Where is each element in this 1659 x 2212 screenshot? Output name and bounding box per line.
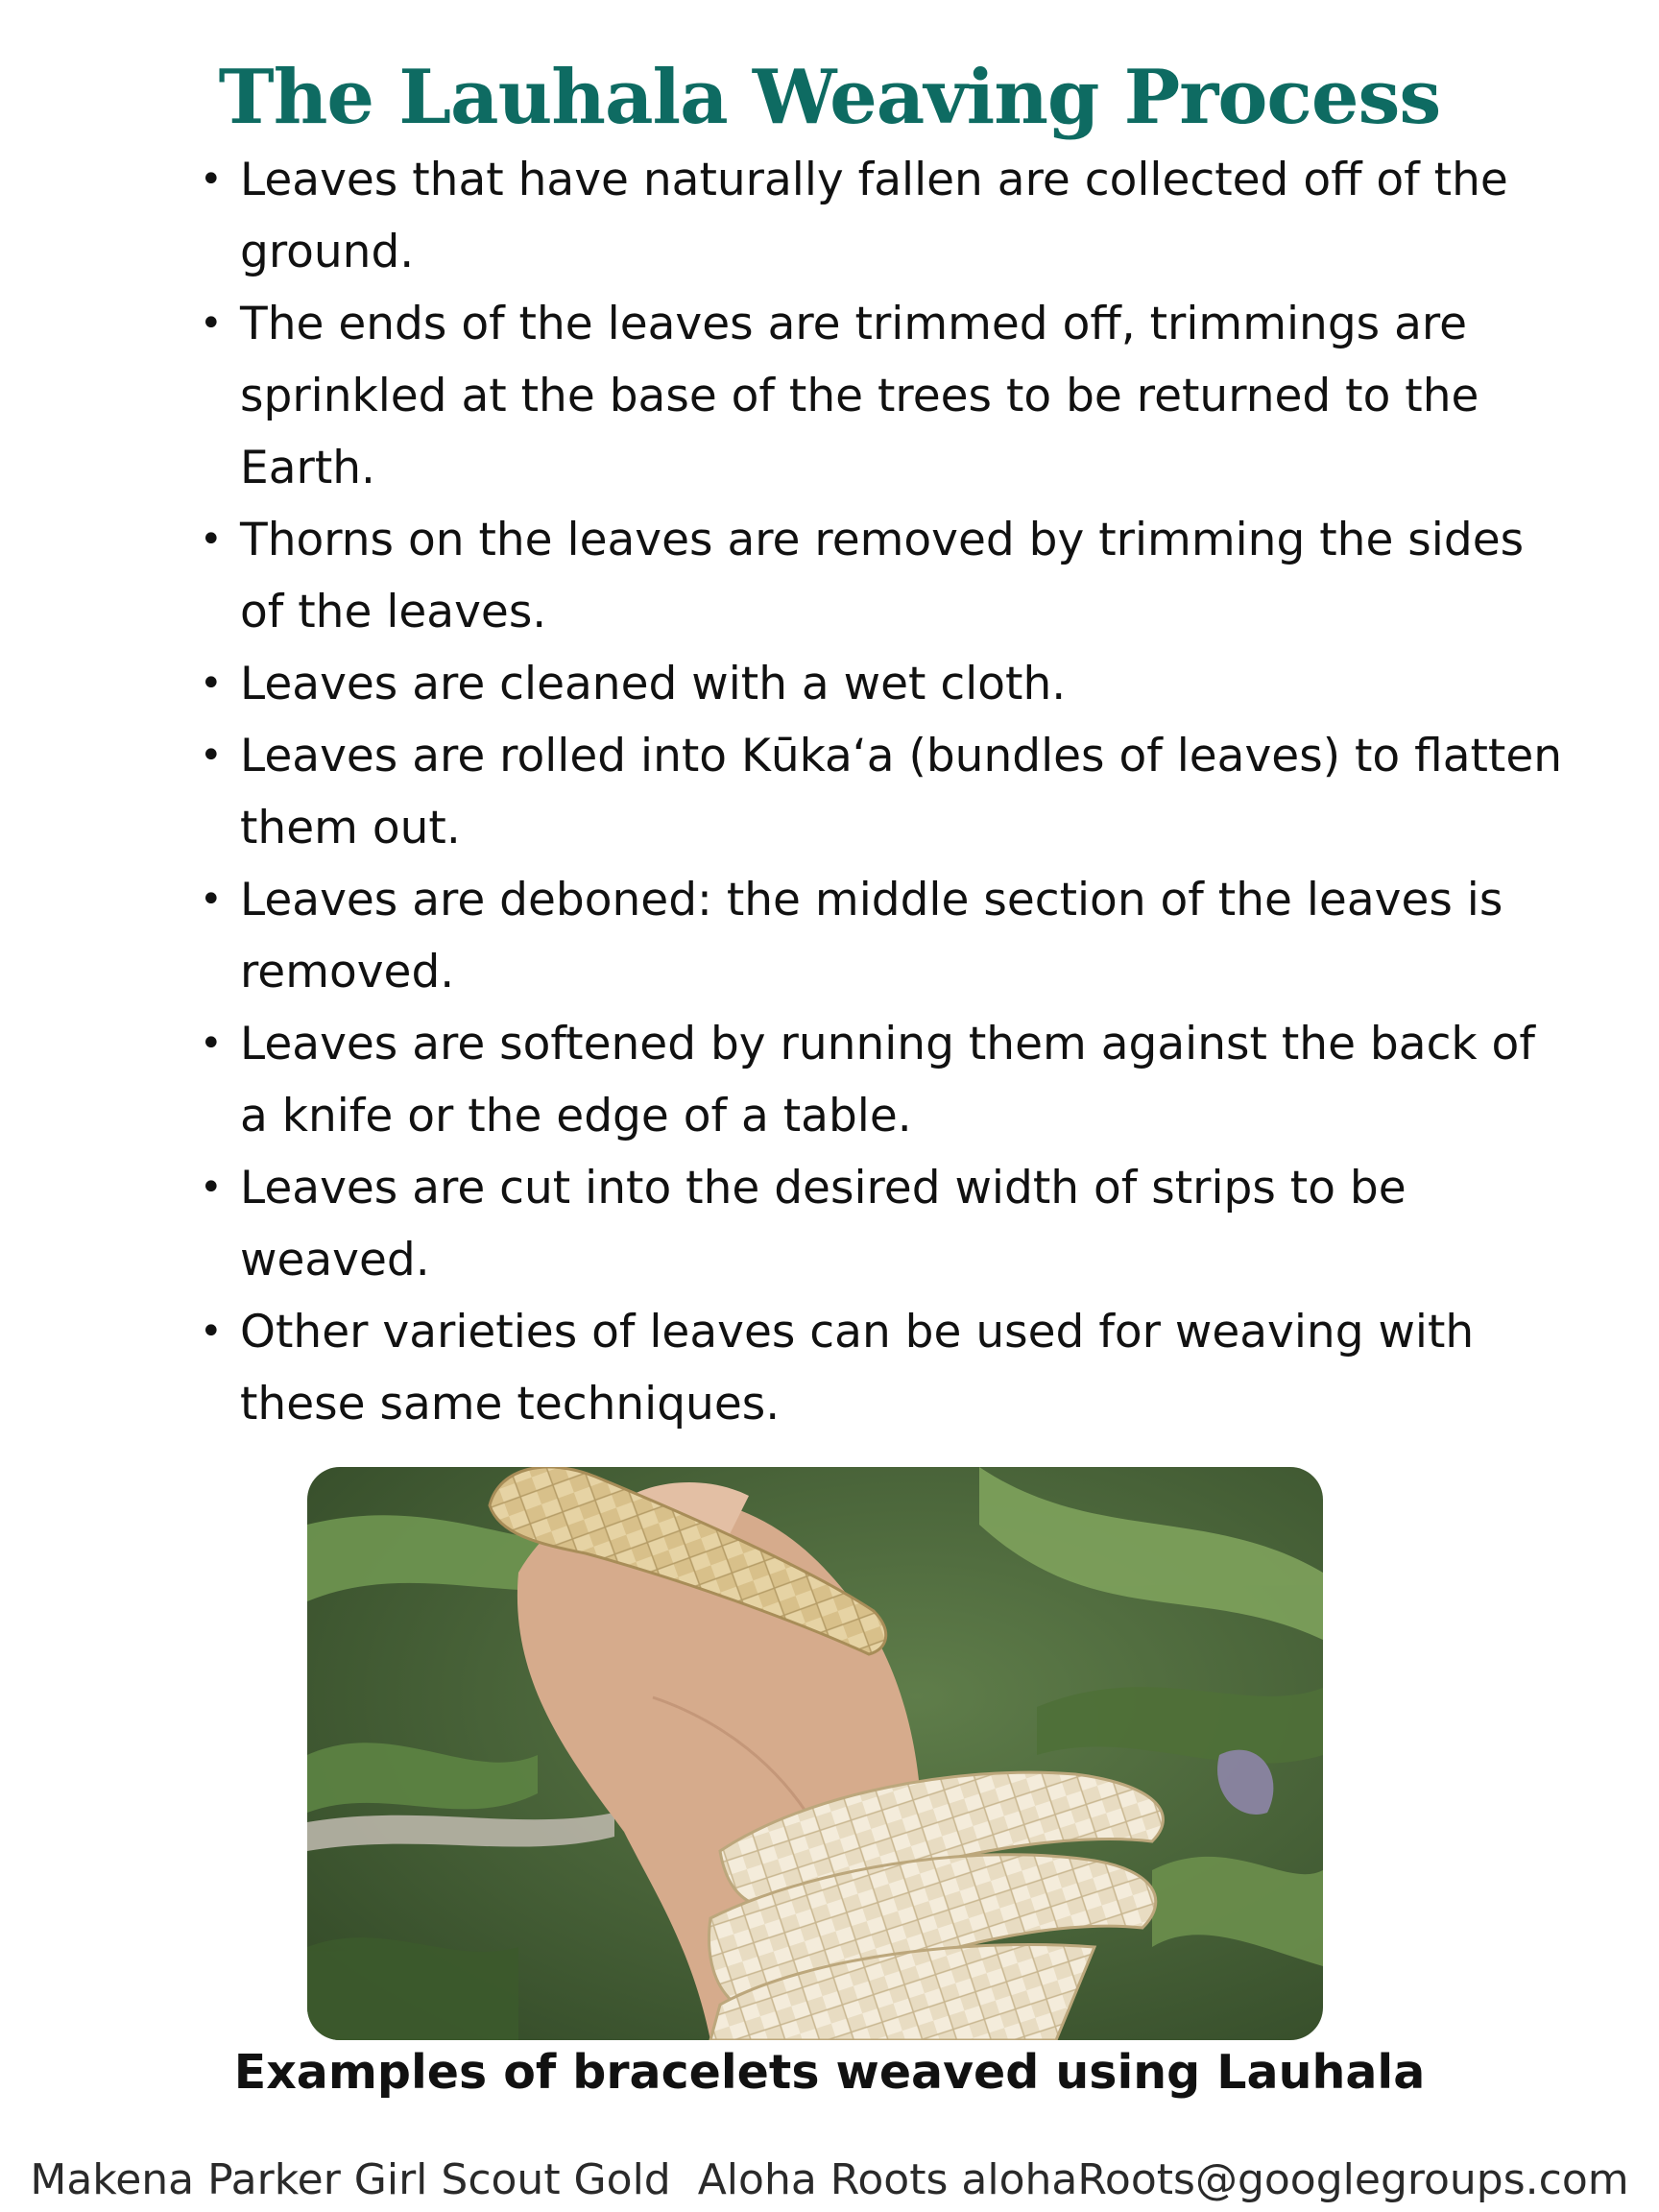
list-item: • Other varieties of leaves can be used for weaving with these same techniques. xyxy=(240,1296,1565,1440)
footer-credits: Makena Parker Girl Scout Gold Aloha Roots alohaRoots@googlegroups.com xyxy=(30,2155,1629,2204)
list-item: • Thorns on the leaves are removed by trimming the sides of the leaves. xyxy=(240,504,1565,648)
list-item: • The ends of the leaves are trimmed off, trimmings are sprinkled at the base of the trees to be returned to the Earth. xyxy=(240,288,1565,504)
list-item: • Leaves are rolled into Kūka‘a (bundles of leaves) to flatten them out. xyxy=(240,720,1565,864)
list-item: • Leaves are deboned: the middle section of the leaves is removed. xyxy=(240,864,1565,1008)
photo-caption: Examples of bracelets weaved using Lauhala xyxy=(233,2045,1426,2100)
bracelets-photo-illustration xyxy=(307,1467,1323,2040)
bracelets-photo xyxy=(307,1467,1323,2040)
process-steps-list xyxy=(240,144,1565,1440)
list-item: • Leaves are cut into the desired width of strips to be weaved. xyxy=(240,1152,1565,1296)
list-item: • Leaves that have naturally fallen are collected off of the ground. xyxy=(240,144,1565,288)
list-item: • Leaves are softened by running them against the back of a knife or the edge of a table. xyxy=(240,1008,1565,1152)
list-item: • Leaves are cleaned with a wet cloth. xyxy=(240,648,1565,720)
page-title: The Lauhala Weaving Process xyxy=(218,54,1441,141)
